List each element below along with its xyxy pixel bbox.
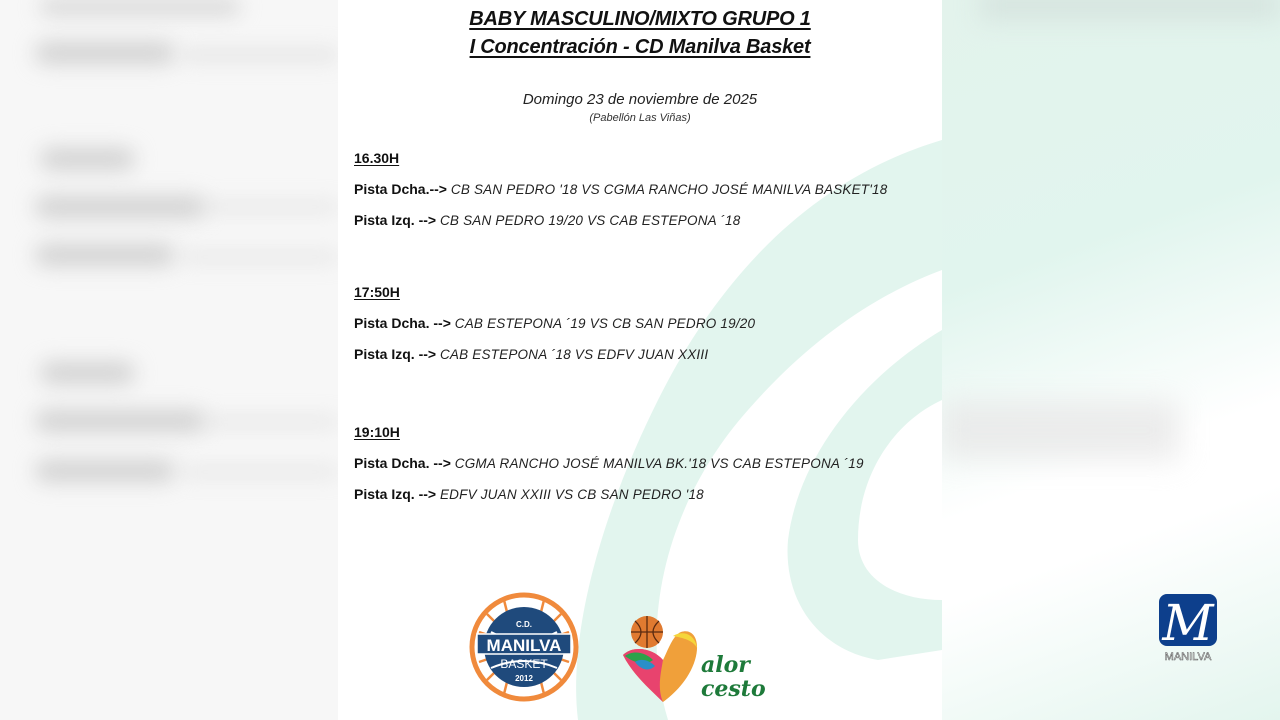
svg-text:MANILVA: MANILVA [486, 636, 562, 655]
slot-time: 16.30H [354, 150, 400, 166]
svg-text:2012: 2012 [515, 674, 533, 683]
svg-text:cesto: cesto [701, 676, 766, 702]
slot-time: 19:10H [354, 424, 400, 440]
match-row [354, 212, 740, 228]
valor-cesto-logo [613, 610, 783, 705]
tv-manilva-watermark-logo [1157, 592, 1219, 664]
court-label: Pista Izq. [354, 346, 415, 362]
match-row [354, 346, 708, 362]
arrow-icon: --> [433, 315, 451, 331]
court-label: Pista Izq. [354, 486, 415, 502]
match-row [354, 181, 887, 197]
court-label: Pista Dcha. [354, 181, 430, 197]
match-teams: CB SAN PEDRO 19/20 VS CAB ESTEPONA ´18 [439, 213, 741, 228]
arrow-icon: --> [418, 346, 437, 362]
schedule-document [338, 0, 942, 720]
match-teams: CGMA RANCHO JOSÉ MANILVA BK.'18 VS CAB ESTEPONA ´19 [454, 456, 864, 471]
match-teams: EDFV JUAN XXIII VS CB SAN PEDRO '18 [439, 487, 704, 502]
court-label: Pista Dcha. [354, 455, 430, 471]
match-row [354, 486, 704, 502]
arrow-icon: --> [418, 212, 437, 228]
blurred-right-panel [940, 0, 1280, 720]
svg-text:alor: alor [701, 652, 750, 678]
svg-text:MANILVA: MANILVA [1164, 651, 1212, 663]
match-row [354, 315, 755, 331]
match-teams: CAB ESTEPONA ´18 VS EDFV JUAN XXIII [439, 347, 709, 362]
match-row [354, 455, 864, 471]
arrow-icon: --> [418, 486, 437, 502]
court-label: Pista Izq. [354, 212, 415, 228]
match-teams: CAB ESTEPONA ´19 VS CB SAN PEDRO 19/20 [454, 316, 756, 331]
document-title: BABY MASCULINO/MIXTO GRUPO 1 [469, 8, 811, 30]
slot-time: 17:50H [354, 284, 400, 300]
court-label: Pista Dcha. [354, 315, 430, 331]
svg-text:BASKET: BASKET [500, 657, 548, 671]
cd-manilva-basket-logo [469, 592, 579, 702]
match-teams: CB SAN PEDRO '18 VS CGMA RANCHO JOSÉ MANILVA BASKET'18 [450, 182, 888, 197]
svg-text:C.D.: C.D. [516, 620, 532, 629]
arrow-icon: --> [433, 455, 451, 471]
event-venue: (Pabellón Las Viñas) [589, 112, 691, 124]
arrow-icon: --> [429, 181, 447, 197]
event-date: Domingo 23 de noviembre de 2025 [522, 91, 758, 108]
blurred-left-panel [0, 0, 340, 720]
document-subtitle: I Concentración - CD Manilva Basket [469, 36, 811, 58]
svg-text:M: M [1162, 594, 1214, 652]
